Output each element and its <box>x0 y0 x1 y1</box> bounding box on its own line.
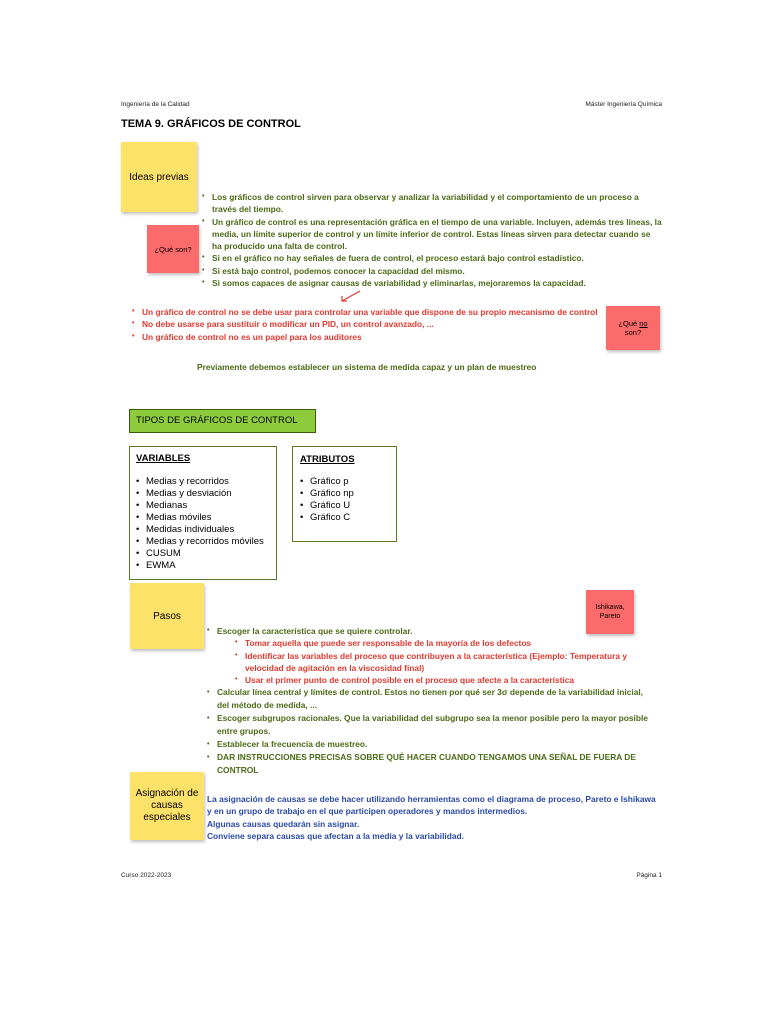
list-item: • DAR INSTRUCCIONES PRECISAS SOBRE QUÉ HACER CUANDO TENGAMOS UNA SEÑAL DE FUERA DE CONTROL <box>207 751 651 777</box>
asignacion-line: La asignación de causas se debe hacer utilizando herramientas como el diagrama de proceso, Pareto e Ishikawa y en un grupo de trabajo en el que participen operadores y mandos intermedios. <box>207 794 656 817</box>
list-item: • Gráfico C <box>300 512 389 524</box>
list-item: • Escoger subgrupos racionales. Que la variabilidad del subgrupo sea la menor posible pero la mayor posible entre grupos. <box>207 712 651 738</box>
list-item: • Gráfico p <box>300 476 389 488</box>
que-son-note <box>147 225 199 273</box>
list-item: • EWMA <box>136 560 270 572</box>
pasos-label: Pasos <box>153 610 181 622</box>
tipos-label: TIPOS DE GRÁFICOS DE CONTROL <box>129 409 316 433</box>
pasos-list <box>207 625 651 777</box>
list-item: • Medianas <box>136 500 270 512</box>
list-item: • Si en el gráfico no hay señales de fuera de control, el proceso estará bajo control estadístico. <box>202 252 662 264</box>
que-no-son-no: no <box>639 319 648 328</box>
ideas-red-list <box>132 306 607 343</box>
que-no-son-suffix: son? <box>624 328 642 337</box>
que-no-son-prefix: ¿Qué <box>618 319 640 328</box>
que-son-label: ¿Qué son? <box>154 244 192 254</box>
asignacion-line: Algunas causas quedarán sin asignar. <box>207 818 360 829</box>
footer-left: Curso 2022-2023 <box>121 872 172 879</box>
variables-box <box>129 446 277 580</box>
list-item: • Medias y desviación <box>136 488 270 500</box>
list-item: • Un gráfico de control no es un papel para los auditores <box>132 331 607 343</box>
list-item: • Medias y recorridos <box>136 476 270 488</box>
list-item: • Medias móviles <box>136 512 270 524</box>
previamente-text: Previamente debemos establecer un sistema de medida capaz y un plan de muestreo <box>197 362 537 372</box>
list-item: • Establecer la frecuencia de muestreo. <box>207 738 651 751</box>
list-item: • Escoger la característica que se quiere controlar. <box>207 625 651 637</box>
ideas-green-list <box>202 191 662 289</box>
list-item: • Medias y recorridos móviles <box>136 536 270 548</box>
list-item: • Si somos capaces de asignar causas de variabilidad y eliminarlas, mejoraremos la capacidad. <box>202 277 662 289</box>
list-item: • Los gráficos de control sirven para observar y analizar la variabilidad y el comportamiento de un proceso a través del tiempo. <box>202 191 662 216</box>
list-item: • Calcular línea central y límites de control. Estos no tienen por qué ser 3σ depende de la variabilidad inicial, del método de medida, ... <box>207 686 651 712</box>
header-right: Máster Ingeniería Química <box>585 101 662 108</box>
list-item: • No debe usarse para sustituir o modificar un PID, un control avanzado, ... <box>132 318 607 330</box>
variables-list <box>136 476 270 572</box>
que-no-son-note <box>606 306 660 350</box>
list-item: • Un gráfico de control es una representación gráfica en el tiempo de una variable. Incluyen, además tres líneas, la media, un límite superior de control y un límite inferior de control. Estas líneas sirven para detectar cuando se ha producido una falta de control. <box>202 216 662 253</box>
variables-title: VARIABLES <box>136 453 191 464</box>
arrow-icon <box>338 289 362 303</box>
list-item: • Usar el primer punto de control posible en el proceso que afecte a la característica <box>235 674 651 686</box>
atributos-box <box>292 446 397 542</box>
header-left: Ingeniería de la Calidad <box>121 101 190 108</box>
list-item: • Medidas individuales <box>136 524 270 536</box>
list-item: • Un gráfico de control no se debe usar para controlar una variable que dispone de su propio mecanismo de control <box>132 306 607 318</box>
list-item: • Identificar las variables del proceso que contribuyen a la característica (Ejemplo: Temperatura y velocidad de agitación en la viscosidad final) <box>235 650 651 675</box>
ishikawa-label: Ishikawa, Pareto <box>595 604 625 620</box>
list-item: • Gráfico U <box>300 500 389 512</box>
page-title: TEMA 9. GRÁFICOS DE CONTROL <box>121 118 301 130</box>
asignacion-line: Conviene separa causas que afectan a la media y la variabilidad. <box>207 830 464 841</box>
ideas-previas-label: Ideas previas <box>129 171 189 183</box>
list-item: • Gráfico np <box>300 488 389 500</box>
atributos-title: ATRIBUTOS <box>300 454 355 465</box>
asignacion-label: Asignación de causas especiales <box>135 788 199 823</box>
list-item: • Si está bajo control, podemos conocer la capacidad del mismo. <box>202 265 662 277</box>
asignacion-text <box>207 793 657 842</box>
footer-right: Página 1 <box>636 872 662 879</box>
pasos-sub-list <box>235 637 651 686</box>
pasos-note <box>130 583 204 649</box>
ideas-previas-note <box>121 142 197 212</box>
asignacion-note <box>130 772 204 840</box>
list-item: • CUSUM <box>136 548 270 560</box>
list-item: • Tomar aquella que puede ser responsable de la mayoría de los defectos <box>235 637 651 649</box>
atributos-list <box>300 476 389 524</box>
